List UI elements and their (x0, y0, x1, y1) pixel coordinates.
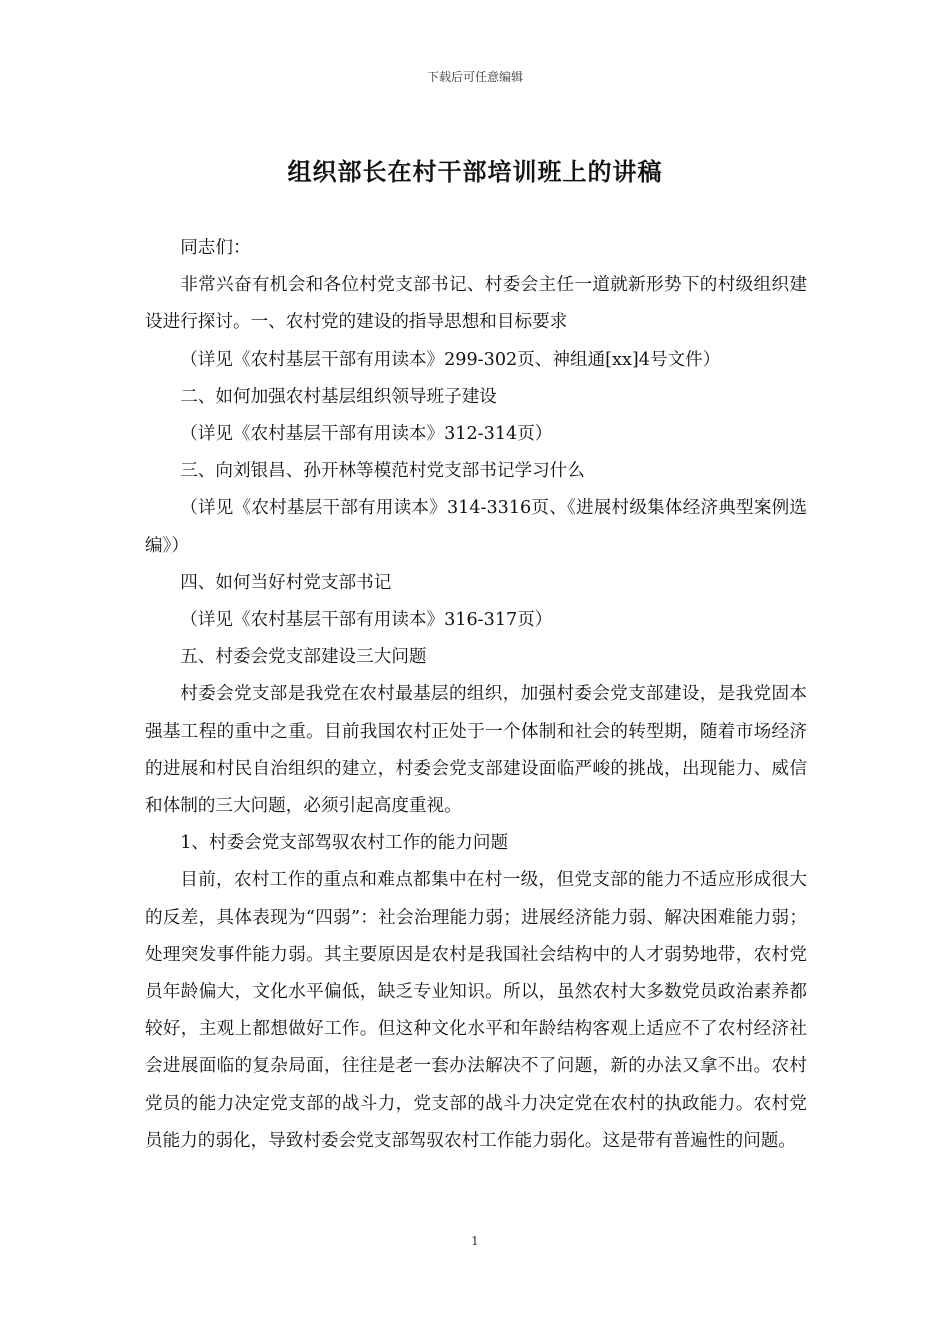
paragraph: （详见《农村基层干部有用读本》316-317页） (180, 610, 553, 631)
page-number: 1 (471, 1234, 479, 1248)
paragraph: （详见《农村基层干部有用读本》312-314页） (180, 424, 553, 445)
document-body (145, 230, 807, 1160)
paragraph: 同志们： (180, 238, 251, 258)
paragraph: 四、如何当好村党支部书记 (180, 572, 392, 593)
paragraph: 村委会党支部是我党在农村最基层的组织，加强村委会党支部建设，是我党固本强基工程的重中之重。目前我国农村正处于一个体制和社会的转型期，随着市场经济的进展和村民自治组织的建立，村委会党支部建设面临严峻的挑战，出现能力、威信和体制的三大问题，必须引起高度重视。 (145, 684, 807, 817)
paragraph: （详见《农村基层干部有用读本》299-302页、神组通[xx]4号文件） (180, 349, 721, 370)
download-note: 下载后可任意编辑 (426, 70, 523, 84)
paragraph: 目前，农村工作的重点和难点都集中在村一级，但党支部的能力不适应形成很大的反差，具体表现为“四弱”：社会治理能力弱；进展经济能力弱、解决困难能力弱；处理突发事件能力弱。其主要原因是农村是我国社会结构中的人才弱势地带，农村党员年龄偏大，文化水平偏低，缺乏专业知识。所以，虽然农村大多数党员政治素养都较好，主观上都想做好工作。但这种文化水平和年龄结构客观上适应不了农村经济社会进展面临的复杂局面，往往是老一套办法解决不了问题，新的办法又拿不出。农村党员的能力决定党支部的战斗力，党支部的战斗力决定党在农村的执政能力。农村党员能力的弱化，导致村委会党支部驾驭农村工作能力弱化。这是带有普遍性的问题。 (145, 870, 807, 1151)
document-title: 组织部长在村干部培训班上的讲稿 (287, 157, 663, 186)
paragraph: （详见《农村基层干部有用读本》314-3316页、《进展村级集体经济典型案例选编》） (145, 498, 807, 556)
paragraph: 二、如何加强农村基层组织领导班子建设 (180, 386, 497, 407)
paragraph: 三、向刘银昌、孙开林等模范村党支部书记学习什么 (180, 461, 585, 482)
paragraph: 非常兴奋有机会和各位村党支部书记、村委会主任一道就新形势下的村级组织建设进行探讨。一、农村党的建设的指导思想和目标要求 (145, 275, 807, 333)
paragraph: 1、村委会党支部驾驭农村工作的能力问题 (180, 833, 509, 854)
paragraph: 五、村委会党支部建设三大问题 (180, 647, 427, 668)
